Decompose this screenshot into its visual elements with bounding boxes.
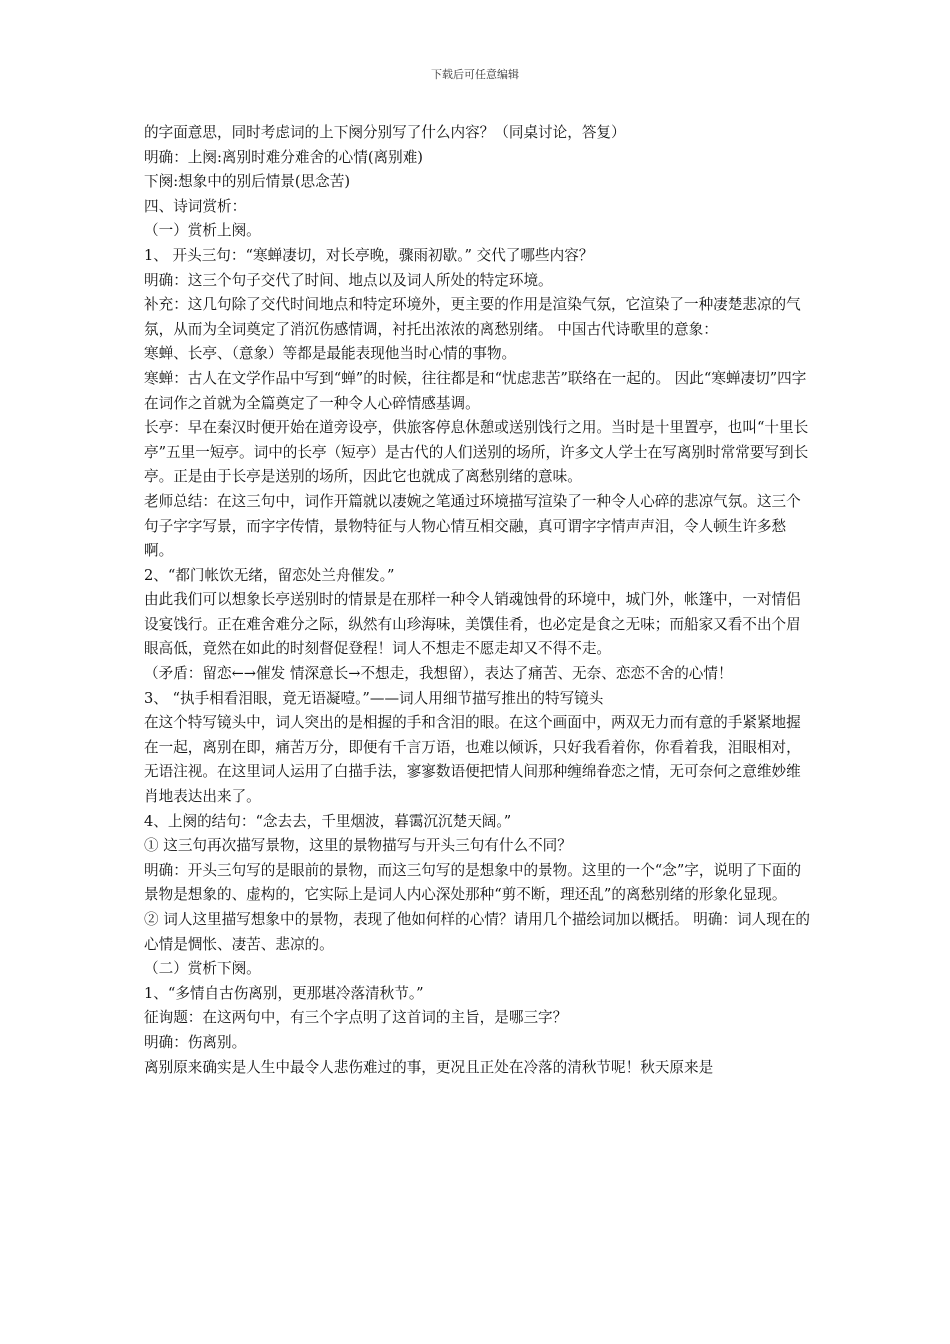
paragraph: 由此我们可以想象长亭送别时的情景是在那样一种令人销魂蚀骨的环境中，城门外，帐篷中，一对情侣设宴饯行。正在难舍难分之际，纵然有山珍海味，美馔佳肴，也必定是食之无味；而船家又看不出个眉眼高低，竟然在如此的时刻督促登程！词人不想走不愿走却又不得不走。: [144, 591, 801, 658]
paragraph: 明确：开头三句写的是眼前的景物，而这三句写的是想象中的景物。这里的一个“念”字，说明了下面的景物是想象的、虚构的，它实际上是词人内心深处那种“剪不断，理还乱”的离愁别绪的形象化显现。: [144, 861, 802, 904]
document-body: [144, 121, 812, 1080]
paragraph: 4、上阕的结句：“念去去，千里烟波，暮霭沉沉楚天阔。”: [144, 812, 512, 830]
paragraph: 老师总结：在这三句中，词作开篇就以凄婉之笔通过环境描写渲染了一种令人心碎的悲凉气氛。这三个句子字字写景，而字字传情，景物特征与人物心情互相交融，真可谓字字情声声泪，令人顿生许多愁啊。: [144, 492, 801, 560]
section-heading: 四、诗词赏析：: [144, 197, 247, 215]
paragraph: （矛盾：留恋←→催发 情深意长→不想走，我想留），表达了痛苦、无奈、恋恋不舍的心情！: [144, 665, 733, 683]
paragraph: 补充：这几句除了交代时间地点和特定环境外，更主要的作用是渲染气氛，它渲染了一种凄楚悲凉的气氛，从而为全词奠定了消沉伤感情调，衬托出浓浓的离愁别绪。 中国古代诗歌里的意象：: [144, 296, 801, 338]
subsection-heading: （二）赏析下阕。: [144, 960, 261, 978]
paragraph: 明确：上阕:离别时难分难舍的心情(离别难): [144, 148, 423, 166]
paragraph: 明确：伤离别。: [144, 1033, 247, 1051]
paragraph: 下阕:想象中的别后情景(思念苦): [144, 173, 351, 191]
paragraph: 1、“多情自古伤离别，更那堪冷落清秋节。”: [144, 984, 424, 1002]
paragraph: 长亭：早在秦汉时便开始在道旁设亭，供旅客停息休憩或送别饯行之用。当时是十里置亭，也叫“十里长亭”五里一短亭。词中的长亭（短亭）是古代的人们送别的场所，许多文人学士在写离别时常常要写到长亭。正是由于长亭是送别的场所，因此它也就成了离愁别绪的意味。: [144, 419, 809, 486]
subsection-heading: （一）赏析上阕。: [144, 222, 261, 240]
paragraph: 离别原来确实是人生中最令人悲伤难过的事，更况且正处在冷落的清秋节呢！秋天原来是: [144, 1058, 714, 1076]
paragraph: ② 词人这里描写想象中的景物，表现了他如何样的心情？请用几个描绘词加以概括。 明确：词人现在的心情是惆怅、凄苦、悲凉的。: [144, 911, 811, 953]
paragraph: 寒蝉、长亭、（意象）等都是最能表现他当时心情的事物。: [144, 345, 517, 363]
paragraph: 在这个特写镜头中，词人突出的是相握的手和含泪的眼。在这个画面中，两双无力而有意的手紧紧地握在一起，离别在即，痛苦万分，即便有千言万语，也难以倾诉，只好我看着你，你看着我，泪眼相对，无语注视。在这里词人运用了白描手法，寥寥数语便把情人间那种缠绵眷恋之情，无可奈何之意维妙维肖地表达出来了。: [144, 714, 801, 806]
paragraph: 寒蝉：古人在文学作品中写到“蝉”的时候，往往都是和“忧虑悲苦”联络在一起的。 因此“寒蝉凄切”四字在词作之首就为全篇奠定了一种令人心碎情感基调。: [144, 369, 807, 412]
paragraph: ① 这三句再次描写景物，这里的景物描写与开头三句有什么不同？: [144, 837, 572, 855]
paragraph: 明确：这三个句子交代了时间、地点以及词人所处的特定环境。: [144, 271, 553, 289]
page-header: 下载后可任意编辑: [431, 68, 519, 81]
paragraph: 2、“都门帐饮无绪，留恋处兰舟催发。”: [144, 566, 395, 584]
paragraph: 征询题：在这两句中，有三个字点明了这首词的主旨，是哪三字？: [144, 1009, 568, 1027]
paragraph: 3、 “执手相看泪眼，竟无语凝噎。”——词人用细节描写推出的特写镜头: [144, 689, 604, 707]
paragraph: 1、 开头三句：“寒蝉凄切，对长亭晚，骤雨初歇。” 交代了哪些内容？: [144, 246, 594, 264]
paragraph: 的字面意思，同时考虑词的上下阕分别写了什么内容？（同桌讨论，答复）: [144, 124, 626, 141]
